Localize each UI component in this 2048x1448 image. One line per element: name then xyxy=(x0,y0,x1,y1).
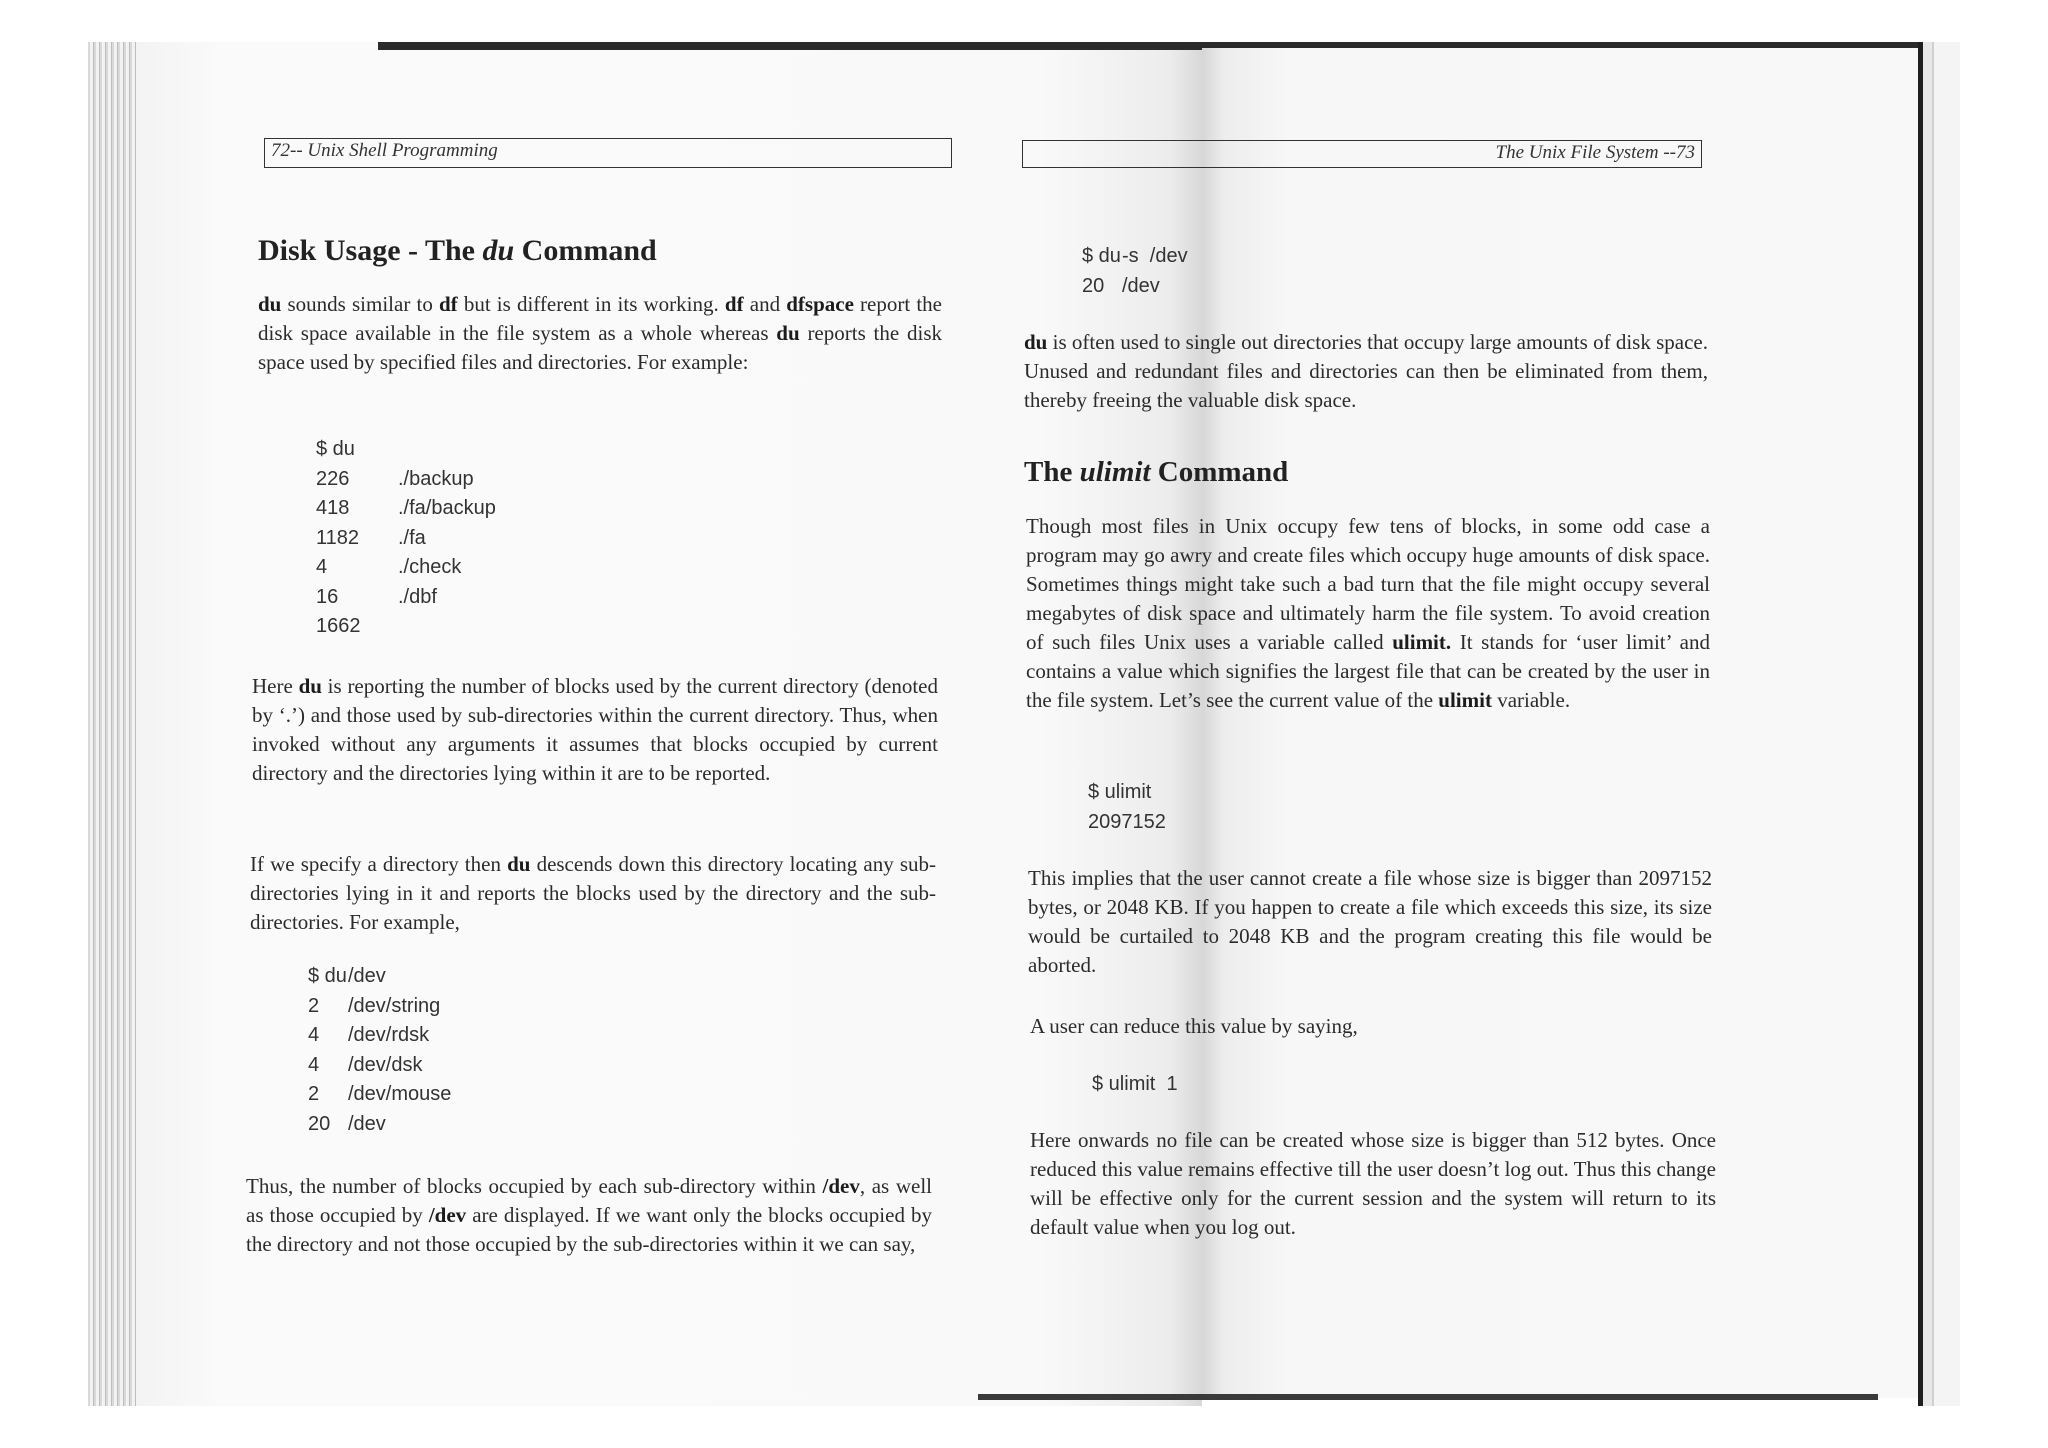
text-run: is often used to single out directories that occupy large amounts of disk space. Unused and redundant files and directories can then be eliminated from them, thereby freeing the valuable disk space. xyxy=(1024,330,1708,412)
code-col-1: $ du xyxy=(1082,245,1121,267)
code-line xyxy=(308,992,451,1022)
code-line xyxy=(308,1080,451,1110)
code-line xyxy=(316,465,496,495)
code-block xyxy=(316,435,496,642)
code-block xyxy=(1092,1070,1178,1100)
text-run: report the disk space available in the file system as a whole whereas xyxy=(258,292,943,345)
code-col-1: 4 xyxy=(316,556,328,578)
page-edges-left xyxy=(88,42,136,1406)
bold-term: du xyxy=(776,321,800,345)
code-line xyxy=(316,494,496,524)
text-run: are displayed. If we want only the blocks occupied by the directory and not those occupied by the sub-directories within it we can say, xyxy=(246,1203,932,1256)
text-run: variable. xyxy=(1491,688,1571,712)
code-col-1: 20 xyxy=(1082,274,1105,297)
code-col-2: /dev xyxy=(1122,274,1160,297)
bold-term: /dev xyxy=(428,1203,467,1227)
code-line xyxy=(1082,272,1188,302)
text-run: A user can reduce this value by saying, xyxy=(1030,1014,1358,1038)
code-line xyxy=(1088,778,1166,808)
code-line xyxy=(316,524,496,554)
code-col-2: ./backup xyxy=(398,467,474,490)
code-col-2: ./dbf xyxy=(398,585,437,608)
text-run: Here onwards no file can be created whose size is bigger than 512 bytes. Once reduced this value remains effective till the user doesn’t log out. Thus this change will be effective only for the current session and the system will return to its default value when you log out. xyxy=(1030,1128,1716,1239)
code-col-2: -s /dev xyxy=(1122,245,1188,267)
bold-term: du xyxy=(298,674,322,698)
text-run: sounds similar to xyxy=(281,292,439,316)
bold-term: ulimit. xyxy=(1392,630,1452,654)
code-col-1: 2 xyxy=(308,1083,320,1105)
code-block xyxy=(1082,242,1188,301)
text-run: reports the disk space used by specified files and directories. For example: xyxy=(258,321,942,374)
code-col-1: $ du xyxy=(316,438,355,460)
code-block xyxy=(308,962,451,1139)
code-col-1: 16 xyxy=(316,585,339,608)
code-col-2: /dev xyxy=(348,1112,386,1135)
code-line xyxy=(308,1021,451,1051)
code-col-1: 1662 xyxy=(316,615,361,637)
code-line xyxy=(308,962,451,992)
text-run: If we specify a directory then xyxy=(250,852,508,876)
paragraph xyxy=(258,290,942,377)
code-col-1: 1182 xyxy=(316,526,360,549)
code-col-1: 2 xyxy=(308,994,320,1017)
code-line xyxy=(1088,808,1166,838)
code-line xyxy=(1082,242,1188,272)
bold-term: df xyxy=(438,292,458,316)
text-run: descends down this directory locating any sub-directories lying in it and reports the blocks used by the directory and the sub-directories. For example, xyxy=(250,852,937,934)
code-col-2: /dev xyxy=(348,965,386,987)
bold-term: du xyxy=(1024,330,1048,354)
paragraph xyxy=(1026,512,1710,715)
code-line xyxy=(316,435,496,465)
paragraph xyxy=(1028,864,1712,980)
code-col-2: /dev/rdsk xyxy=(348,1024,430,1046)
paragraph xyxy=(1030,1126,1716,1242)
code-col-2: /dev/dsk xyxy=(348,1053,423,1076)
text-run: is reporting the number of blocks used by the current directory (denoted by ‘.’) and those used by sub-directories within the current directory. Thus, when invoked without any arguments it assumes that blocks occupied by current directory and the directories lying within it are to be reported. xyxy=(252,674,938,785)
code-block xyxy=(1088,778,1166,837)
paragraph xyxy=(250,850,936,937)
section-heading-du: Disk Usage - The du Command xyxy=(258,234,657,267)
bold-term: du xyxy=(507,852,531,876)
code-line xyxy=(316,583,496,613)
code-col-2: ./fa/backup xyxy=(398,497,496,519)
code-col-1: 2097152 xyxy=(1088,810,1166,833)
code-col-2: ./check xyxy=(398,556,462,578)
code-col-1: 4 xyxy=(308,1024,320,1046)
code-col-1: $ ulimit 1 xyxy=(1092,1073,1178,1095)
code-col-1: 4 xyxy=(308,1053,320,1076)
code-line xyxy=(316,612,496,642)
paragraph xyxy=(252,672,938,788)
code-line xyxy=(308,1110,451,1140)
page-edges-right xyxy=(1918,42,1960,1406)
text-run: It stands for ‘user limit’ and contains a value which signifies the largest file that can be created by the user in the file system. Let’s see the current value of the xyxy=(1026,630,1710,712)
text-run: and xyxy=(743,292,787,316)
text-run: Thus, the number of blocks occupied by each sub-directory within xyxy=(246,1174,823,1198)
text-run: This implies that the user cannot create a file whose size is bigger than 2097152 bytes, or 2048 KB. If you happen to create a file which exceeds this size, its size would be curtailed to 2048 KB and the program creating this file would be aborted. xyxy=(1028,866,1712,977)
code-col-1: 226 xyxy=(316,467,350,490)
code-line xyxy=(1092,1070,1178,1100)
code-col-2: ./fa xyxy=(398,526,426,549)
paragraph xyxy=(1030,1012,1714,1041)
running-head-left: 72-- Unix Shell Programming xyxy=(264,138,952,168)
bold-term: df xyxy=(724,292,744,316)
code-col-2: /dev/mouse xyxy=(348,1083,452,1105)
code-col-1: 20 xyxy=(308,1112,331,1135)
bold-term: dfspace xyxy=(786,292,854,316)
text-run: but is different in its working. xyxy=(457,292,725,316)
paragraph xyxy=(246,1172,932,1259)
running-head-right: The Unix File System --73 xyxy=(1022,140,1702,168)
bold-term: du xyxy=(258,292,282,316)
code-col-1: 418 xyxy=(316,497,350,519)
scan-shadow-bottom xyxy=(978,1394,1878,1400)
code-col-1: $ ulimit xyxy=(1088,781,1152,803)
text-run: , as well as those occupied by xyxy=(246,1174,933,1227)
code-col-2: /dev/string xyxy=(348,994,441,1017)
bold-term: ulimit xyxy=(1438,688,1492,712)
code-line xyxy=(308,1051,451,1081)
paragraph xyxy=(1024,328,1708,415)
bold-term: /dev xyxy=(822,1174,860,1198)
code-col-1: $ du xyxy=(308,965,347,987)
text-run: Though most files in Unix occupy few tens of blocks, in some odd case a program may go awry and create files which occupy huge amounts of disk space. Sometimes things might take such a bad turn that the file might occupy several megabytes of disk space and ultimately harm the file system. To avoid creation of such files Unix uses a variable called xyxy=(1026,514,1710,654)
text-run: Here xyxy=(252,674,299,698)
code-line xyxy=(316,553,496,583)
section-heading-ulimit: The ulimit Command xyxy=(1024,456,1289,488)
